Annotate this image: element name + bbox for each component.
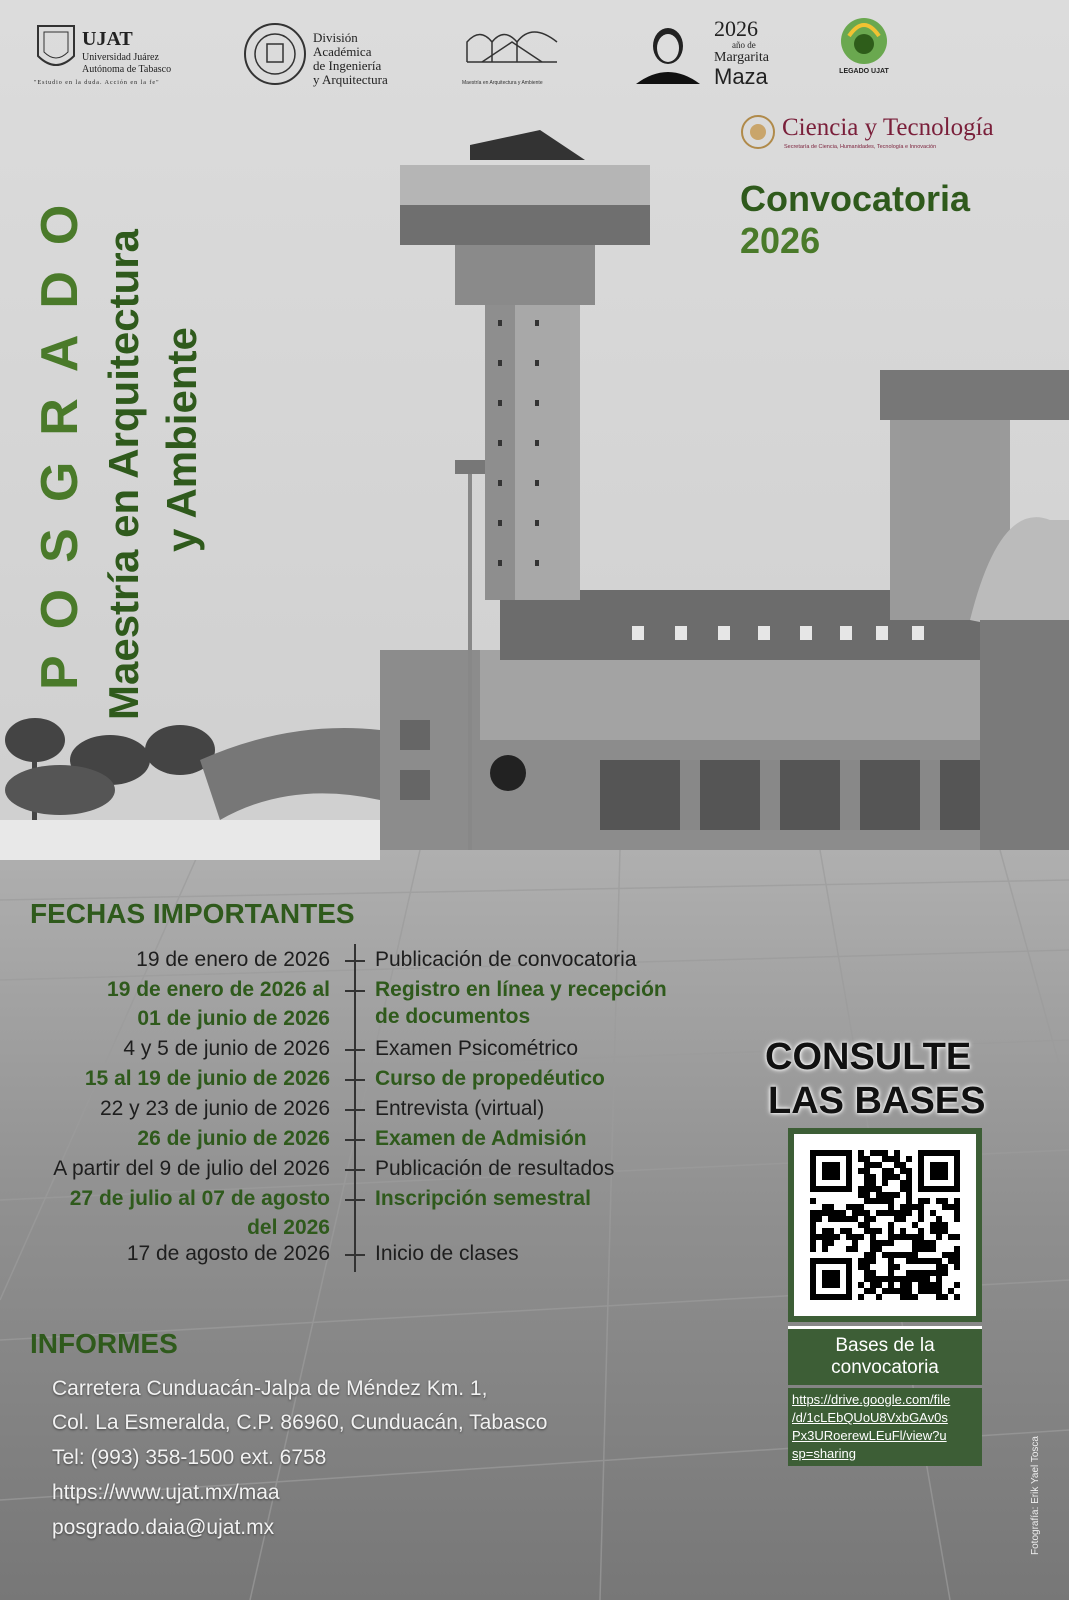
year-name1: Margarita [714, 50, 769, 65]
website-link[interactable]: https://www.ujat.mx/maa [52, 1481, 280, 1504]
event-text: Publicación de resultados [375, 1157, 615, 1180]
ciencia-logo [740, 112, 1050, 156]
division-line4: y Arquitectura [313, 72, 388, 87]
qr-code-icon[interactable] [810, 1150, 960, 1300]
phone-line: Tel: (993) 358-1500 ext. 6758 [52, 1446, 327, 1469]
division-line2: Académica [313, 44, 372, 59]
timeline-tick [345, 1079, 365, 1081]
qr-code-frame[interactable] [788, 1128, 982, 1322]
year-number: 2026 [714, 16, 758, 41]
maa-caption: Maestría en Arquitectura y Ambiente [462, 80, 543, 86]
bases-link-line1[interactable]: https://drive.google.com/file [792, 1392, 951, 1407]
informes-heading: INFORMES [30, 1328, 178, 1359]
year-sub: año de [732, 40, 756, 50]
date-text: 17 de agosto de 2026 [126, 1242, 330, 1265]
legado-logo [835, 16, 895, 86]
event-text: Inicio de clases [375, 1242, 519, 1265]
event-text: Entrevista (virtual) [375, 1097, 545, 1120]
legado-emblem-icon [839, 16, 889, 66]
address-line1: Carretera Cunduacán-Jalpa de Méndez Km. 1, [52, 1377, 488, 1400]
event-text: Examen Psicométrico [375, 1037, 579, 1060]
event-text: Inscripción semestral [375, 1187, 591, 1210]
address-line2: Col. La Esmeralda, C.P. 86960, Cunduacán, Tabasco [52, 1411, 548, 1434]
timeline-tick [345, 1254, 365, 1256]
year-name2: Maza [714, 64, 768, 89]
date-text: A partir del 9 de julio del 2026 [53, 1157, 330, 1180]
event-text: Examen de Admisión [375, 1127, 587, 1150]
bases-link-line4[interactable]: sp=sharing [792, 1446, 856, 1461]
bases-link-line2[interactable]: /d/1cLEbQUoU8VxbGAv0s [792, 1410, 948, 1425]
event-text: Curso de propedéutico [375, 1067, 605, 1090]
ciencia-subtitle: Secretaría de Ciencia, Humanidades, Tecnología e Innovación [784, 144, 937, 150]
date-text: 19 de enero de 2026 [136, 948, 330, 971]
timeline-tick [345, 1169, 365, 1171]
date-text: 4 y 5 de junio de 2026 [123, 1037, 330, 1060]
email-link[interactable]: posgrado.daia@ujat.mx [52, 1516, 275, 1539]
bases-label-box [788, 1326, 982, 1385]
date-text: 27 de julio al 07 de agosto [69, 1187, 330, 1210]
mexico-seal-icon [740, 114, 776, 150]
event-text: Publicación de convocatoria [375, 948, 637, 971]
division-line3: de Ingeniería [313, 58, 382, 73]
bases-label-line2: convocatoria [831, 1357, 939, 1378]
timeline-tick [345, 960, 365, 962]
bases-label-line1: Bases de la [835, 1335, 935, 1356]
ujat-name: UJAT [82, 28, 133, 50]
consulte-line1: CONSULTE [765, 1036, 972, 1078]
convocatoria-year: 2026 [740, 220, 821, 261]
event-text: de documentos [375, 1005, 531, 1028]
fechas-heading: FECHAS IMPORTANTES [30, 898, 355, 929]
photo-credit: Fotografía: Erik Yael Tosca [1030, 1436, 1041, 1555]
maestria-vertical-line2: y Ambiente [158, 327, 205, 552]
ujat-sub2: Autónoma de Tabasco [82, 64, 172, 75]
ciencia-title: Ciencia y Tecnología [782, 114, 994, 141]
event-text: Registro en línea y recepción [375, 978, 667, 1001]
timeline-tick [345, 1139, 365, 1141]
date-text: del 2026 [247, 1216, 330, 1239]
consulte-line2: LAS BASES [768, 1080, 986, 1122]
date-text: 19 de enero de 2026 al [107, 978, 330, 1001]
ujat-motto: "Estudio en la duda. Acción en la fe" [34, 80, 160, 86]
date-text: 22 y 23 de junio de 2026 [99, 1097, 330, 1120]
bases-link-box[interactable] [788, 1388, 982, 1466]
date-text: 15 al 19 de junio de 2026 [84, 1067, 330, 1090]
maestria-vertical-line1: Maestría en Arquitectura [100, 229, 147, 720]
timeline-tick [345, 1049, 365, 1051]
timeline-tick [345, 990, 365, 992]
timeline-tick [345, 1109, 365, 1111]
division-line1: División [313, 30, 358, 45]
ujat-sub1: Universidad Juárez [82, 52, 159, 63]
timeline-tick [345, 1199, 365, 1201]
date-text: 26 de junio de 2026 [137, 1127, 330, 1150]
date-text: 01 de junio de 2026 [137, 1007, 330, 1030]
convocatoria-title: Convocatoria [740, 178, 971, 219]
posgrado-vertical: POSGRADO [31, 178, 89, 690]
bases-link-line3[interactable]: Px3URoerewLEuFl/view?u [792, 1428, 947, 1443]
legado-label: LEGADO UJAT [839, 68, 889, 75]
